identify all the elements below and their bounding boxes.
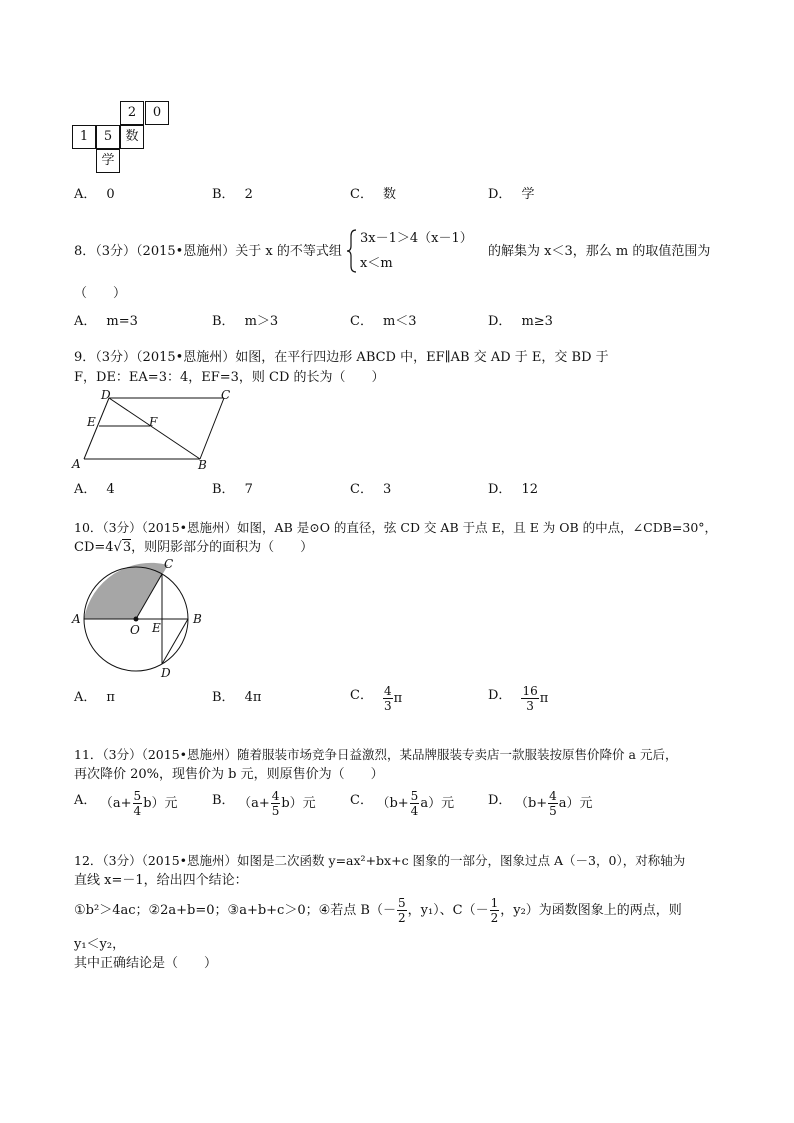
net-cell: 学 [96,149,120,173]
parallelogram-figure [68,386,238,474]
label-e: E [87,415,96,429]
q9-option-c[interactable]: C． 3 [350,482,392,497]
q11-option-c[interactable]: C． （b+ $\frac{5}{4}$ a）元 [350,789,455,818]
net-cell: 1 [72,125,96,149]
label-e: E [152,621,161,635]
q12-stem-line1: 12．（3分）（2015•恩施州）如图是二次函数 y=ax²+bx+c 图象的一部分，图象过点 A（－3，0），对称轴为 [74,853,686,868]
net-cell: 2 [120,101,144,125]
label-b: B [193,612,202,626]
q9-stem-line1: 9．（3分）（2015•恩施州）如图，在平行四边形 ABCD 中，EF∥AB 交 AD 于 E，交 BD 于 [74,350,609,365]
label-o: O [130,623,140,637]
q9-stem-line2: F，DE：EA=3：4，EF=3，则 CD 的长为（ ） [74,370,385,385]
q10-option-d[interactable]: D． $\frac{16}{3}$ π [488,684,549,713]
q7-option-b[interactable]: B． 2 [212,187,253,202]
q8-option-a[interactable]: A． m=3 [74,314,138,329]
q12-stem-line5: 其中正确结论是（ ） [74,956,218,971]
label-a: A [72,457,81,471]
q8-stem-before: 8．（3分）（2015•恩施州）关于 x 的不等式组 [74,244,342,259]
q11-stem-line1: 11．（3分）（2015•恩施州）随着服装市场竞争日益激烈，某品牌服装专卖店一款服装按原售价降价 a 元后， [74,747,678,762]
q7-option-d[interactable]: D． 学 [488,187,535,202]
q11-stem-line2: 再次降价 20%，现售价为 b 元，则原售价为（ ） [74,767,384,782]
q10-option-b[interactable]: B． 4π [212,690,262,705]
q12-stem-line3: ①b²＞4ac；②2a+b=0；③a+b+c＞0；④若点 B（－ $\frac{5}{2}$ ，y₁）、C（－ $\frac{1}{2}$ ，y₂）为函数图象上的两点，则 [74,896,682,925]
q7-option-a[interactable]: A． 0 [74,187,115,202]
q8-option-b[interactable]: B． m＞3 [212,314,279,329]
q8-option-c[interactable]: C． m＜3 [350,314,417,329]
label-c: C [164,557,174,571]
net-cell: 5 [96,125,120,149]
q10-stem-line1: 10．（3分）（2015•恩施州）如图，AB 是⊙O 的直径，弦 CD 交 AB 于点 E，且 E 为 OB 的中点，∠CDB=30°， [74,520,718,535]
q11-option-d[interactable]: D． （b+ $\frac{4}{5}$ a）元 [488,789,593,818]
q12-stem-line4: y₁＜y₂， [74,937,126,952]
net-cell: 数 [120,125,144,149]
q9-option-a[interactable]: A． 4 [74,482,115,497]
net-cell: 0 [145,101,169,125]
label-d: D [161,666,171,680]
q11-option-a[interactable]: A． （a+ $\frac{5}{4}$ b）元 [74,789,178,818]
q10-stem-line2: CD=4√3，则阴影部分的面积为（ ） [74,540,314,555]
q8-inequality-2: x＜m [360,256,393,271]
label-a: A [72,612,81,626]
circle-figure [68,556,218,682]
label-b: B [198,458,207,472]
label-d: D [101,388,111,402]
label-c: C [221,388,231,402]
q8-stem-after: 的解集为 x＜3，那么 m 的取值范围为 [488,244,711,259]
q8-inequality-1: 3x－1＞4（x－1） [360,231,473,246]
q12-stem-line2: 直线 x=－1，给出四个结论： [74,873,248,888]
q11-option-b[interactable]: B． （a+ $\frac{4}{5}$ b）元 [212,789,316,818]
q10-option-c[interactable]: C． $\frac{4}{3}$ π [350,684,403,713]
q8-option-d[interactable]: D． m≥3 [488,314,553,329]
label-f: F [149,415,158,429]
brace-icon [346,228,358,274]
q8-blank: （ ） [74,286,127,301]
q7-option-c[interactable]: C． 数 [350,187,396,202]
q10-option-a[interactable]: A． π [74,690,115,705]
q9-option-d[interactable]: D． 12 [488,482,538,497]
q9-option-b[interactable]: B． 7 [212,482,253,497]
